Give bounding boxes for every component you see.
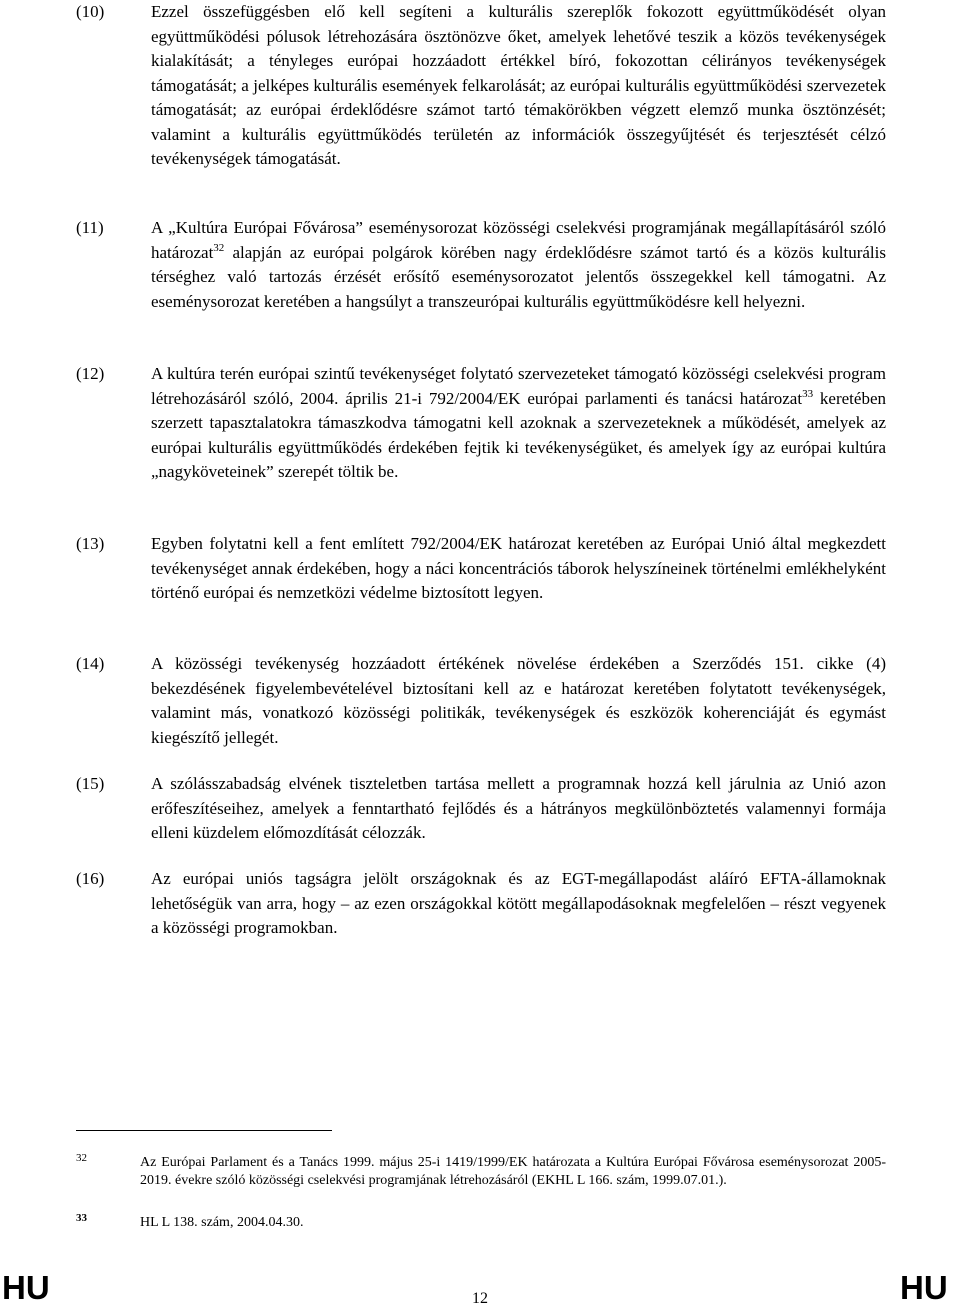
- footnote-number: 32: [76, 1152, 87, 1164]
- footnote-text: Az Európai Parlament és a Tanács 1999. május 25-i 1419/1999/EK határozata a Kultúra Európai Fővárosa eseménysorozat 2005-2019. évekre szóló közösségi cselekvési programjának létrehozásáról (EKHL L 166. szám, 1999.07.01.).: [140, 1155, 886, 1188]
- recital-number: (10): [76, 2, 105, 21]
- recital-number: (15): [76, 774, 105, 793]
- footnote-separator: [76, 1130, 332, 1131]
- recital-text: [151, 362, 886, 485]
- footnote-ref-33: 33: [802, 387, 814, 400]
- footnote-ref-32: 32: [213, 241, 225, 254]
- recital-number: (13): [76, 534, 105, 553]
- recital-16: [76, 867, 886, 941]
- recital-11: [76, 216, 886, 314]
- recital-text-part: keretében szerzett tapasztalatokra támaszkodva támogatni kell azoknak a szervezeteknek a működését, amelyek az európai kulturális együttműködés érdekében fejtik ki tevékenységüket, és amelyek így az európai kultúra „nagyköveteinek” szerepét töltik be.: [151, 388, 886, 481]
- recital-14: [76, 652, 886, 750]
- recital-10: [76, 0, 886, 172]
- recital-text: Ezzel összefüggésben elő kell segíteni a kulturális szereplők fokozott együttműködését olyan együttműködési pólusok létrehozására ösztönözve őket, amelyek lehetővé teszik a közös tevékenységek kialakítását; a tényleges európai hozzáadott értékkel bíró, fokozottan célirányos tevékenységek támogatását; a jelképes kulturális események felkarolását; az európai kulturális együttműködési szervezetek támogatását; az európai érdeklődésre számot tartó témakörökben végzett elemző munka ösztönzését; valamint a kulturális együttműködés területén az információk összegyűjtését és terjesztését célzó tevékenységek támogatását.: [151, 2, 886, 168]
- page-number: 12: [472, 1290, 488, 1307]
- recital-text-part: alapján az európai polgárok körében nagy érdeklődésre számot tartó és a közös kulturális térséghez való tartozás érzését erősítő eseménysorozatot jelentős összegekkel kell támogatni. Az eseménysorozat keretében a hangsúlyt a transzeurópai kulturális együttműködésre kell helyezni.: [151, 242, 886, 311]
- recital-text: Egyben folytatni kell a fent említett 792/2004/EK határozat keretében az Európai Unió által megkezdett tevékenységet annak érdekében, hogy a náci koncentrációs táborok helyszíneinek történelmi emlékhelyként történő európai és nemzetközi védelme biztosított legyen.: [151, 534, 886, 602]
- recital-text: A szólásszabadság elvének tiszteletben tartása mellett a programnak hozzá kell járulnia az Unió azon erőfeszítéseihez, amelyek a fenntartható fejlődés és a hátrányos megkülönböztetés valamennyi formája elleni küzdelem előmozdítását célozzák.: [151, 774, 886, 842]
- recital-text-part: A „Kultúra Európai Fővárosa” eseménysorozat közösségi cselekvési programjának megállapításáról szóló határozat: [151, 218, 886, 262]
- recital-number: (12): [76, 364, 105, 383]
- footnote-33: [76, 1214, 886, 1232]
- language-code-right: HU: [900, 1269, 948, 1306]
- recital-text: A közösségi tevékenység hozzáadott értékének növelése érdekében a Szerződés 151. cikke (4) bekezdésének figyelembevételével biztosítani kell az e határozat keretében folytatott tevékenységek, valamint más, vonatkozó közösségi politikák, tevékenységek és eszközök koherenciáját és egymást kiegészítő jellegét.: [151, 654, 886, 747]
- language-code-left: HU: [2, 1269, 50, 1306]
- recital-15: [76, 772, 886, 846]
- footnote-number: 33: [76, 1212, 87, 1224]
- footnote-text: HL L 138. szám, 2004.04.30.: [140, 1215, 304, 1230]
- recital-number: (16): [76, 869, 105, 888]
- recital-12: [76, 362, 886, 485]
- recital-number: (11): [76, 218, 104, 237]
- recital-text-part: A kultúra terén európai szintű tevékenységet folytató szervezeteket támogató közösségi cselekvési program létrehozásáról szóló, 2004. április 21-i 792/2004/EK európai parlamenti és tanácsi határozat: [151, 364, 886, 408]
- recital-text: [151, 216, 886, 314]
- recital-text: Az európai uniós tagságra jelölt országoknak és az EGT-megállapodást aláíró EFTA-államoknak lehetőségük van arra, hogy – az ezen országokkal kötött megállapodásoknak megfelelően – részt vegyenek a közösségi programokban.: [151, 869, 886, 937]
- recital-number: (14): [76, 654, 105, 673]
- recital-13: [76, 532, 886, 606]
- footnote-32: [76, 1154, 886, 1189]
